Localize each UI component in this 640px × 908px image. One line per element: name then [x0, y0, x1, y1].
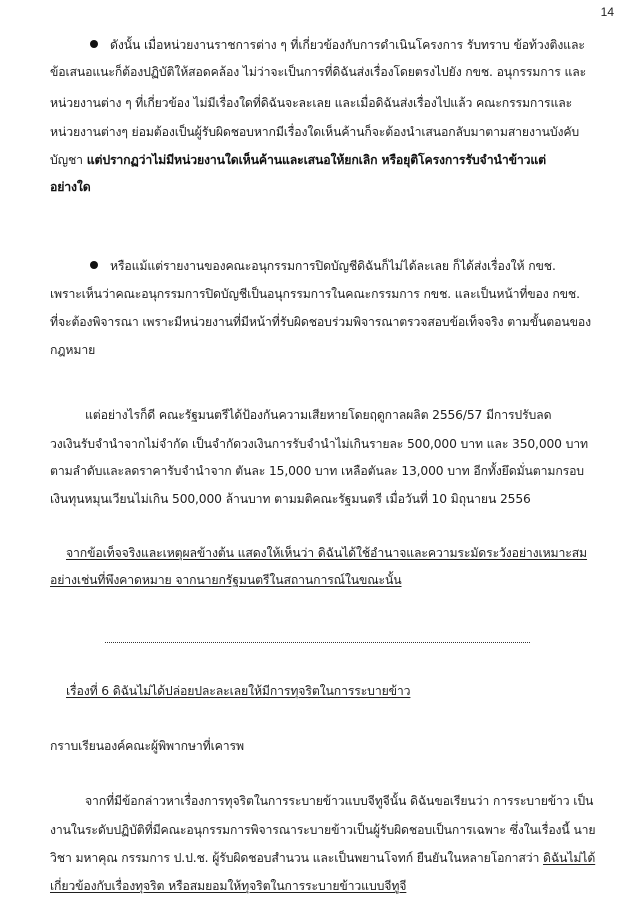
para1-line-2: ข้อเสนอแนะก็ต้องปฏิบัติให้สอดคล้อง ไม่ว่าจะเป็นการที่ดิฉันส่งเรื่องโดยตรงไปยัง กขช. อนุกรรมการ และ	[50, 65, 587, 79]
para1-line-5-normal: บัญชา	[50, 153, 87, 167]
para1-line-1	[90, 37, 585, 53]
para3-line-1: แต่อย่างไรก็ดี คณะรัฐมนตรีได้ป้องกันความเสียหายโดยฤดูกาลผลิต 2556/57 มีการปรับลด	[85, 408, 552, 422]
para2-line-1	[90, 258, 556, 274]
para4-line-1: จากข้อเท็จจริงและเหตุผลข้างต้น แสดงให้เห็นว่า ดิฉันได้ใช้อำนาจและความระมัดระวังอย่างเหมาะสม	[66, 546, 588, 560]
section-heading: เรื่องที่ 6 ดิฉันไม่ได้ปล่อยปละละเลยให้มีการทุจริตในการระบายข้าว	[66, 684, 411, 698]
para2-line-3: ที่จะต้องพิจารณา เพราะมีหน่วยงานที่มีหน้าที่รับผิดชอบร่วมพิจารณาตรวจสอบข้อเท็จจริง ตามขั้นตอนของ	[50, 315, 591, 329]
para5-line-3-underlined: ดิฉันไม่ได้	[543, 851, 596, 865]
salutation: กราบเรียนองค์คณะผู้พิพากษาที่เคารพ	[50, 739, 244, 753]
para5-line-4: เกี่ยวข้องกับเรื่องทุจริต หรือสมยอมให้ทุจริตในการระบายข้าวแบบจีทูจี	[50, 879, 407, 893]
para1-line-5-bold: แต่ปรากฏว่าไม่มีหน่วยงานใดเห็นค้านและเสนอให้ยกเลิก หรือยุติโครงการรับจำนำข้าวแต่	[86, 153, 546, 167]
para3-line-4: เงินทุนหมุนเวียนไม่เกิน 500,000 ล้านบาท ตามมติคณะรัฐมนตรี เมื่อวันที่ 10 มิถุนายน 2556	[50, 492, 531, 506]
para1-line-3: หน่วยงานต่าง ๆ ที่เกี่ยวข้อง ไม่มีเรื่องใดที่ดิฉันจะละเลย และเมื่อดิฉันส่งเรื่องไปแล้ว คณะกรรมการและ	[50, 96, 573, 110]
para3-line-2: วงเงินรับจำนำจากไม่จำกัด เป็นจำกัดวงเงินการรับจำนำไม่เกินรายละ 500,000 บาท และ 350,000 บาท	[50, 437, 588, 451]
para5-line-2: งานในระดับปฏิบัติที่มีคณะอนุกรรมการพิจารณาระบายข้าวเป็นผู้รับผิดชอบเป็นการเฉพาะ ซึ่งในเรื่องนี้ นาย	[50, 823, 596, 837]
para1-line-5	[50, 152, 546, 168]
para4-line-2: อย่างเช่นที่พึงคาดหมาย จากนายกรัฐมนตรีในสถานการณ์ในขณะนั้น	[50, 573, 402, 587]
para1-line-1-text: ดังนั้น เมื่อหน่วยงานราชการต่าง ๆ ที่เกี่ยวข้องกับการดำเนินโครงการ รับทราบ ข้อท้วงติงและ	[110, 38, 585, 52]
para5-line-3-normal: วิชา มหาคุณ กรรมการ ป.ป.ช. ผู้รับผิดชอบสำนวน และเป็นพยานโจทก์ ยืนยันในหลายโอกาสว่า	[50, 851, 543, 865]
dotted-separator	[105, 642, 530, 643]
para2-line-4: กฎหมาย	[50, 343, 96, 357]
page-number: 14	[600, 5, 614, 19]
para2-line-2: เพราะเห็นว่าคณะอนุกรรมการปิดบัญชีเป็นอนุกรรมการในคณะกรรมการ กขช. และเป็นหน้าที่ของ กขช.	[50, 287, 580, 301]
para1-line-6: อย่างใด	[50, 180, 91, 194]
para5-line-1: จากที่มีข้อกล่าวหาเรื่องการทุจริตในการระบายข้าวแบบจีทูจีนั้น ดิฉันขอเรียนว่า การระบายข้าว เป็น	[85, 794, 594, 808]
para1-line-4: หน่วยงานต่างๆ ย่อมต้องเป็นผู้รับผิดชอบหากมีเรื่องใดเห็นค้านก็จะต้องนำเสนอกลับมาตามสายงานบังคับ	[50, 125, 580, 139]
bullet-dot-icon	[90, 40, 98, 48]
bullet-dot-icon	[90, 261, 98, 269]
para2-line-1-text: หรือแม้แต่รายงานของคณะอนุกรรมการปิดบัญชีดิฉันก็ไม่ได้ละเลย ก็ได้ส่งเรื่องให้ กขช.	[110, 259, 556, 273]
para3-line-3: ตามลำดับและลดราคารับจำนำจาก ตันละ 15,000 บาท เหลือตันละ 13,000 บาท อีกทั้งยึดมั่นตามกรอบ	[50, 464, 584, 478]
para5-line-3	[50, 850, 595, 866]
